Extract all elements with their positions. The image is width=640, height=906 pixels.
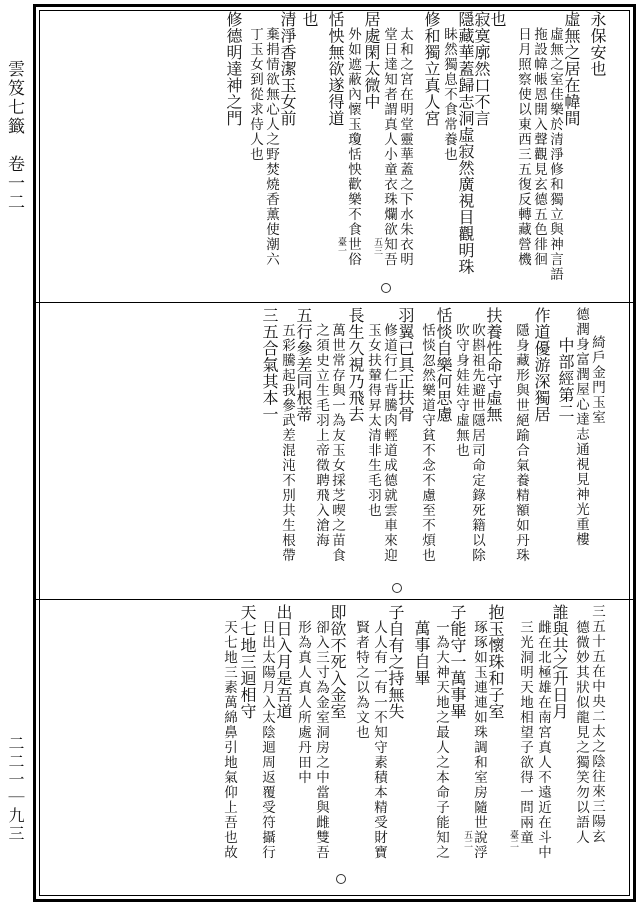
text-column: 永保安也: [588, 11, 607, 77]
text-column: 誰與共之升日月: [550, 604, 569, 720]
text-column: 德潤身富潤屋心達志通視見神光重樓: [573, 307, 589, 547]
text-column: 隱身藏形與世絕踰合氣養精額如丹珠: [513, 323, 529, 563]
text-column: 作道優游深獨居: [532, 307, 551, 423]
text-column: 天七地三迴相守: [238, 604, 257, 720]
text-column: 恬惔忽然樂道守貧不念不慮至不煩也: [419, 323, 435, 563]
block-number-note: 五三: [372, 237, 382, 255]
text-column: 虛無之室佳樂於清淨修和獨立與神言語: [547, 27, 563, 282]
text-column: 即欲不死入金室: [328, 604, 347, 720]
text-column: 抱玉懷珠和子室: [486, 604, 505, 720]
text-column: 也: [300, 11, 319, 28]
text-column: 五彩騰起我參武差混沌不別共生根帶: [279, 323, 295, 563]
text-column: 虛無之居在幃間: [562, 11, 581, 127]
text-column: 萬世常存與一為友玉女採芝喫之苗食: [329, 323, 345, 563]
text-column: 日出太陽月入太陰迴周返覆受符攝行: [259, 620, 275, 860]
panel-bottom: [36, 599, 633, 899]
text-column: 也: [488, 11, 507, 28]
text-column: 出日入月是吾道: [274, 604, 293, 720]
text-column: 一為大神天地之最人之本命子能知之: [433, 620, 449, 860]
text-column: 外如遮蔽內懷玉瓊恬怏歡樂不食世俗: [345, 27, 361, 267]
text-column: 修道行仁背騰肉輕道成德就雲車來迎: [381, 323, 397, 563]
text-column: 德微妙其狀似龍見之獨笑勿以語人: [573, 620, 589, 845]
text-column: 長生久視乃飛去: [346, 307, 365, 423]
text-column: 居處閑太微中: [362, 11, 381, 110]
text-column: 修和獨立真人宮: [422, 11, 441, 127]
text-column: 雌在北極雄在南宮真人不遠近在斗中: [535, 620, 551, 860]
margin-book-title: 雲笈七籤 卷一二: [4, 60, 24, 212]
text-column: 之須史立生毛羽上帝徵聘飛入滄海: [313, 323, 329, 548]
text-column: 修德明達神之門: [224, 11, 243, 127]
text-column: 萬事自畢: [412, 620, 431, 686]
text-column: 卻入三寸為金室洞房之中當與雌雙吾: [313, 620, 329, 860]
text-column: 吹守身娃娃守虛無也: [453, 323, 469, 458]
margin-page-number: 二二一｜九三: [6, 735, 25, 843]
text-column: 扶養性命守虛無: [484, 307, 503, 423]
text-column: 玉女扶輦得昇太清非生毛羽也: [365, 323, 381, 518]
text-column: 三光洞明天地相望子欲得一問兩童: [517, 620, 533, 845]
block-number-note: 臺二: [508, 830, 518, 848]
text-column: 五行參差同根蒂: [294, 307, 313, 423]
text-column: 太和之宮在明堂靈華蓋之下水朱衣明: [397, 27, 413, 267]
text-column: 恬怏無欲遂得道: [326, 11, 345, 127]
text-column: 拖設幃帳恩開入聲觀見玄德五色徘徊: [531, 27, 547, 267]
text-column: 子能守一萬事畢: [448, 604, 467, 720]
circle-marker-icon: [336, 874, 346, 884]
text-column: 眛然獨息不食常養也: [441, 27, 457, 162]
text-column: 三五合氣其本一: [260, 307, 279, 423]
text-column: 天七地三素萬綿鼻引地氣仰上吾也故: [221, 620, 237, 860]
text-column: 清淨香潔玉女前: [278, 11, 297, 127]
block-number-note: 五二: [462, 830, 472, 848]
text-column: 三五十五在中央二太之陰往來三陽玄: [589, 604, 605, 844]
text-column: 丁玉女到從求侍人也: [247, 27, 263, 162]
panel-top: [36, 7, 633, 301]
text-column: 綺戶金門玉室: [589, 335, 605, 425]
circle-marker-icon: [381, 283, 391, 293]
text-column: 形為真人真人所處丹田中: [295, 620, 311, 785]
block-number-note: 臺一: [336, 237, 346, 255]
circle-marker-icon: [392, 583, 402, 593]
text-column: 堂日達知者謂真人小童衣珠爛欲知吾: [381, 27, 397, 267]
text-column: 隱藏華蓋歸志洞虛寂然廣視目觀明珠: [456, 11, 475, 275]
text-column: 子自有之持無失: [386, 604, 405, 720]
text-column: 棄捐情欲無心人之野焚燒香薰使潮六: [263, 27, 279, 267]
text-column: 恬惔自樂何思慮: [434, 307, 453, 423]
text-column: 羽翼已具正扶骨: [396, 307, 415, 423]
text-column: 吹斟祖先避世隱居司命定錄死籍以除: [469, 323, 485, 563]
text-column: 寂寞廓然口不言: [472, 11, 491, 127]
text-column: 日月照察使以東西三五復反轉藏營機: [515, 27, 531, 267]
text-column: 琢琢如玉連連如珠調和室房隨世說浮: [471, 620, 487, 860]
text-column: 賢者特之以為文也: [353, 620, 369, 740]
text-column: 人人有一有一不知守素積本精受財寶: [371, 620, 387, 860]
text-column: 中部經第二: [556, 337, 575, 420]
panel-middle: [36, 302, 633, 598]
